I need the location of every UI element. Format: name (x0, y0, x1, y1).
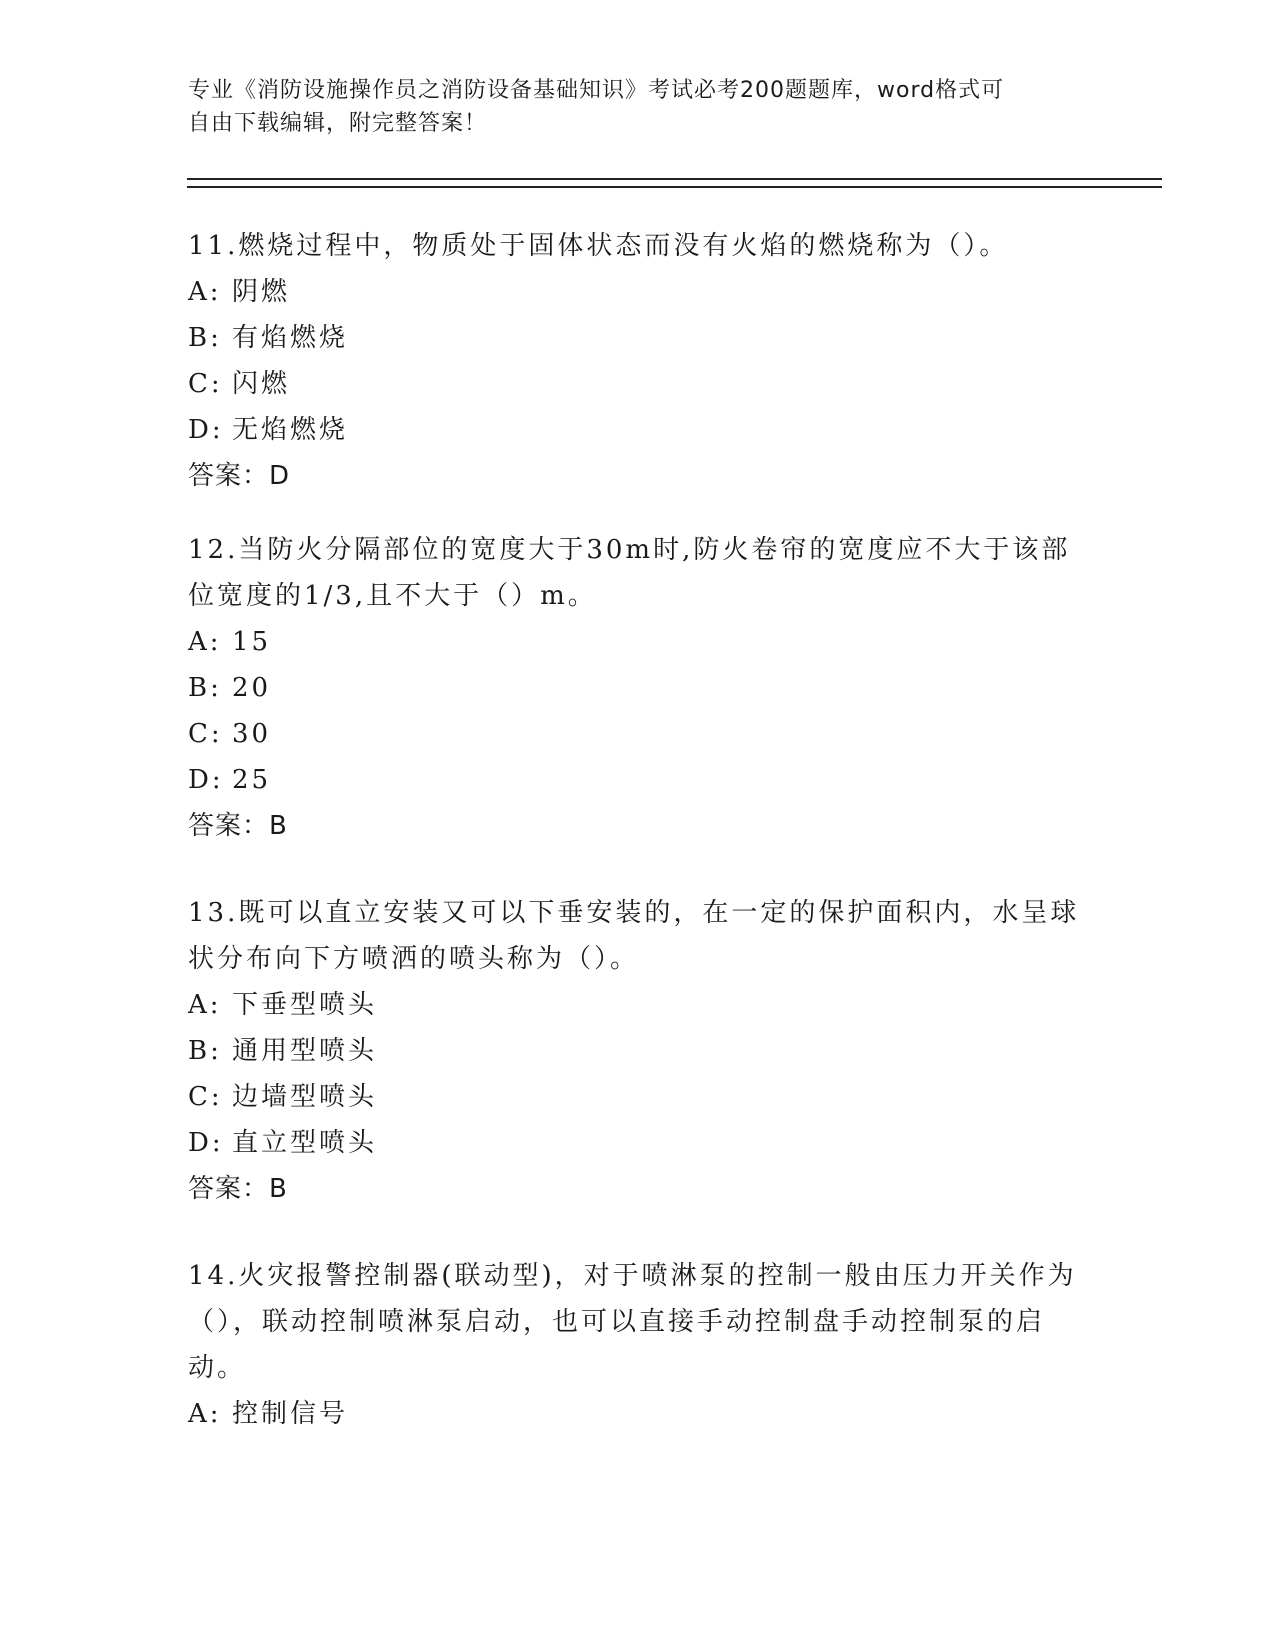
option-text: 通用型喷头 (232, 1036, 378, 1066)
question-14 (188, 1253, 1088, 1437)
option-a (188, 1391, 1088, 1437)
question-stem-line-1: 13.既可以直立安装又可以下垂安装的，在一定的保护面积内，水呈球 (188, 898, 1080, 928)
option-text: 边墙型喷头 (232, 1082, 378, 1112)
option-c (188, 1074, 1088, 1120)
question-stem-line-1: 12.当防火分隔部位的宽度大于30m时,防火卷帘的宽度应不大于该部 (188, 535, 1071, 565)
question-12 (188, 527, 1088, 849)
option-key: A: (188, 1399, 222, 1429)
header-line-1: 专业《消防设施操作员之消防设备基础知识》考试必考200题题库，word格式可 (188, 78, 1005, 103)
question-13 (188, 890, 1088, 1212)
option-key: C: (188, 719, 223, 749)
answer: 答案：B (188, 811, 288, 841)
answer: 答案：D (188, 461, 291, 491)
option-key: D: (188, 415, 224, 445)
question-stem: 11.燃烧过程中，物质处于固体状态而没有火焰的燃烧称为（）。 (188, 231, 1009, 261)
page-header (188, 74, 1068, 140)
option-d (188, 757, 1088, 803)
option-key: B: (188, 673, 222, 703)
option-text: 直立型喷头 (232, 1128, 378, 1158)
option-key: C: (188, 369, 223, 399)
option-b (188, 665, 1088, 711)
option-a (188, 619, 1088, 665)
option-key: B: (188, 1036, 222, 1066)
option-d (188, 1120, 1088, 1166)
option-text: 阴燃 (232, 277, 291, 307)
option-text: 控制信号 (232, 1399, 349, 1429)
option-text: 25 (232, 765, 272, 795)
option-key: A: (188, 990, 222, 1020)
option-key: A: (188, 627, 222, 657)
option-key: D: (188, 1128, 224, 1158)
question-stem-line-3: 动。 (188, 1353, 247, 1383)
option-text: 20 (232, 673, 272, 703)
answer: 答案：B (188, 1174, 288, 1204)
option-key: A: (188, 277, 222, 307)
header-divider (187, 178, 1162, 188)
question-11 (188, 223, 1088, 499)
option-text: 15 (232, 627, 272, 657)
header-line-2: 自由下载编辑，附完整答案！ (188, 111, 488, 136)
question-stem-line-2: 位宽度的1/3,且不大于（）m。 (188, 581, 597, 611)
option-text: 闪燃 (232, 369, 291, 399)
option-b (188, 315, 1088, 361)
option-key: C: (188, 1082, 223, 1112)
option-key: B: (188, 323, 222, 353)
option-text: 下垂型喷头 (232, 990, 378, 1020)
option-a (188, 982, 1088, 1028)
question-stem-line-2: 状分布向下方喷洒的喷头称为（）。 (188, 944, 640, 974)
option-c (188, 361, 1088, 407)
option-a (188, 269, 1088, 315)
option-key: D: (188, 765, 224, 795)
option-c (188, 711, 1088, 757)
option-text: 无焰燃烧 (232, 415, 349, 445)
option-text: 30 (232, 719, 272, 749)
question-stem-line-2: （），联动控制喷淋泵启动，也可以直接手动控制盘手动控制泵的启 (188, 1307, 1046, 1337)
option-d (188, 407, 1088, 453)
option-text: 有焰燃烧 (232, 323, 349, 353)
question-stem-line-1: 14.火灾报警控制器(联动型)，对于喷淋泵的控制一般由压力开关作为 (188, 1261, 1077, 1291)
option-b (188, 1028, 1088, 1074)
